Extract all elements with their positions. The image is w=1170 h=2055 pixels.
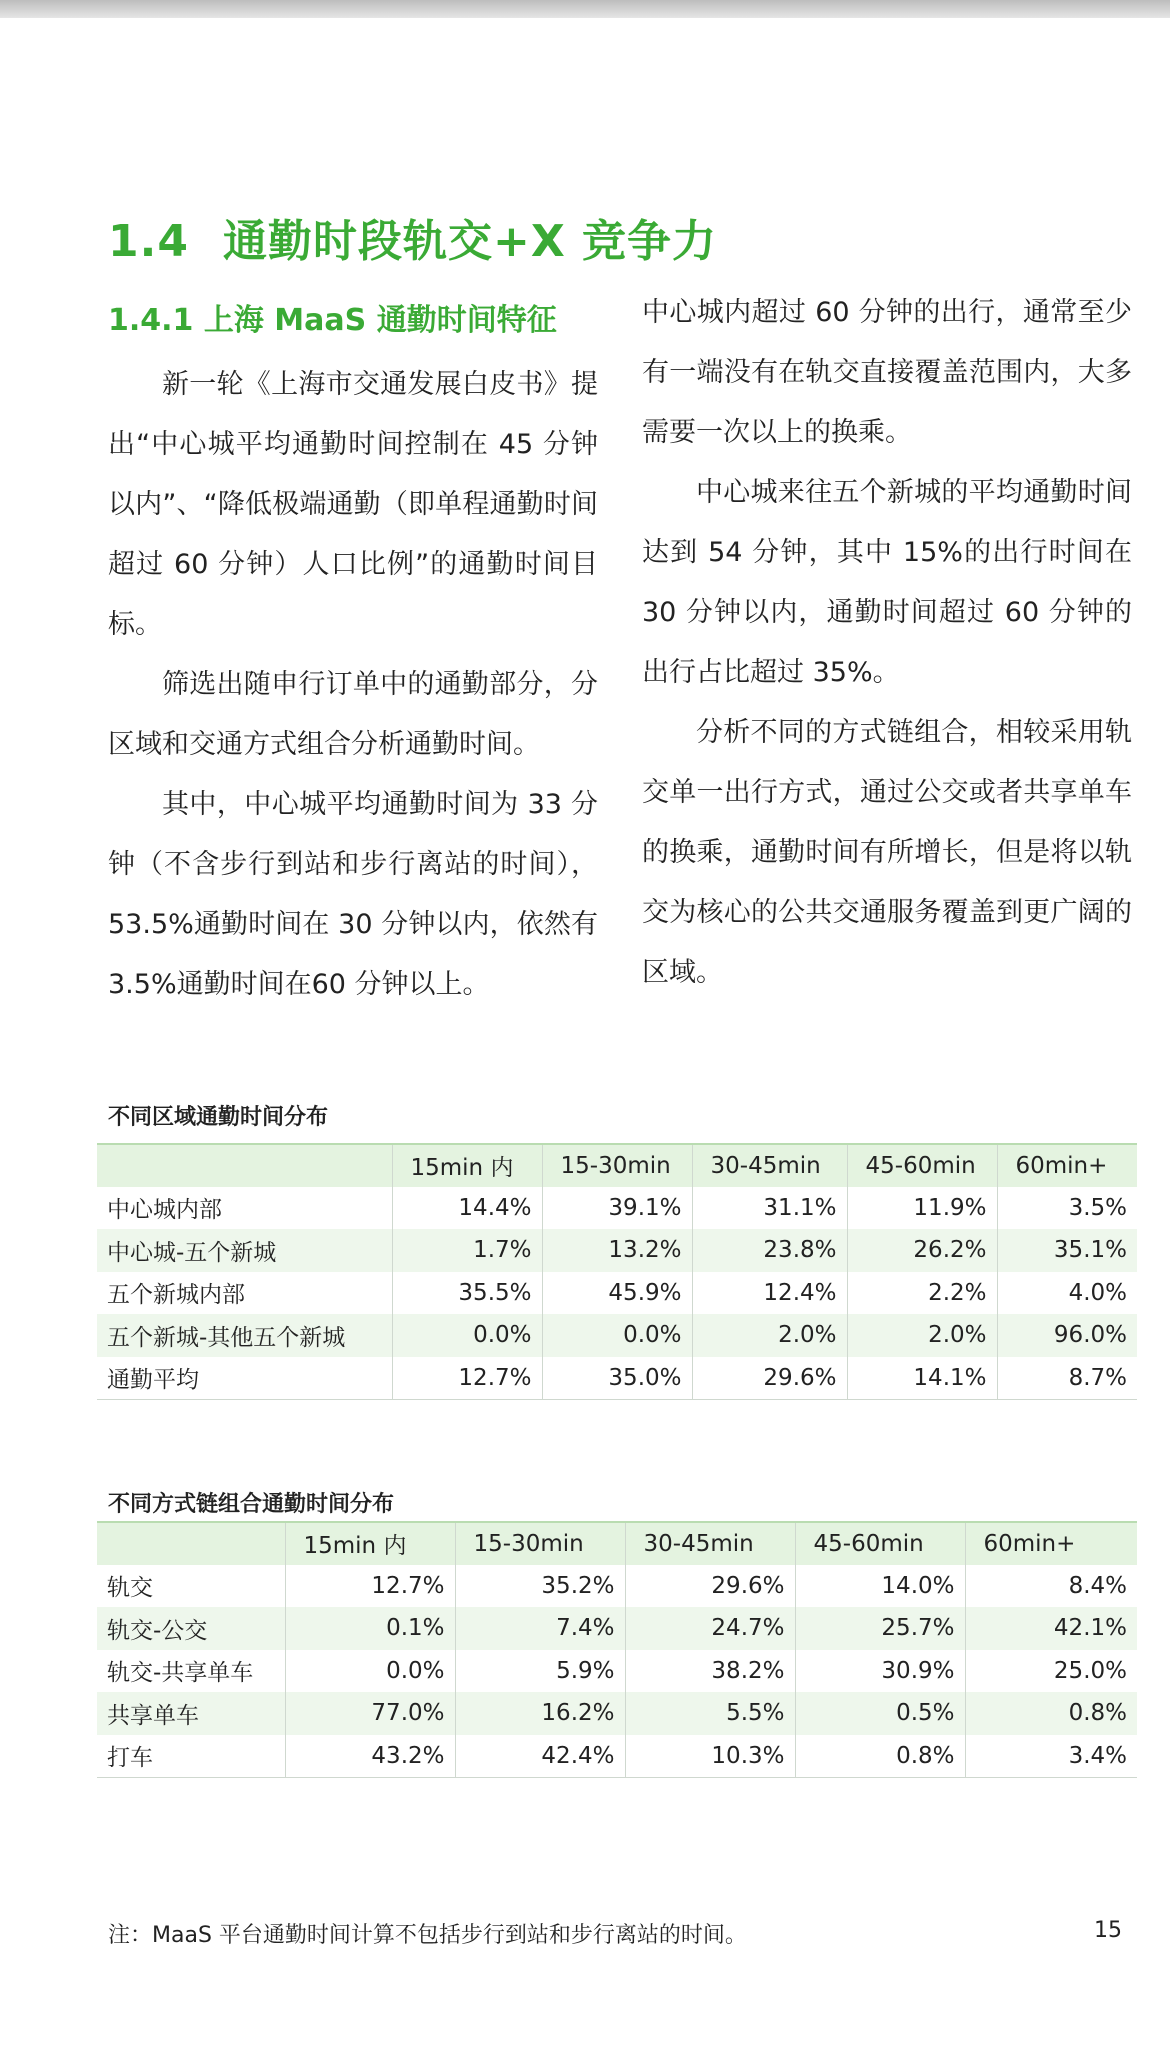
- footnote: 注：MaaS 平台通勤时间计算不包括步行到站和步行离站的时间。: [108, 1923, 747, 1948]
- top-edge-bar: [0, 0, 1170, 18]
- table-cell: 31.1%: [692, 1187, 847, 1230]
- table-cell: 45.9%: [542, 1272, 692, 1315]
- row-label: 轨交-共享单车: [107, 1660, 254, 1687]
- table-header-cell: 60min+: [965, 1522, 1137, 1565]
- table-cell: 0.8%: [795, 1735, 965, 1778]
- page-number: 15: [1094, 1918, 1122, 1943]
- row-label: 五个新城-其他五个新城: [97, 1314, 392, 1357]
- mode-chain-commute-table: [97, 1521, 1137, 1778]
- table-cell: 16.2%: [455, 1692, 625, 1735]
- table-cell: 0.0%: [285, 1650, 455, 1693]
- table-cell: 5.5%: [625, 1692, 795, 1735]
- paragraph: 新一轮《上海市交通发展白皮书》提出“中心城平均通勤时间控制在 45 分钟以内”、“降低极端通勤（即单程通勤时间超过 60 分钟）人口比例”的通勤时间目标。: [108, 369, 598, 640]
- table-cell: 8.4%: [965, 1565, 1137, 1608]
- table-cell: 3.4%: [965, 1735, 1137, 1778]
- table-cell: 35.0%: [542, 1357, 692, 1400]
- table-cell: 13.2%: [542, 1229, 692, 1272]
- table-row: [97, 1187, 1137, 1230]
- table-cell: 24.7%: [625, 1607, 795, 1650]
- row-label: 打车: [97, 1735, 285, 1778]
- table-header-cell: 15min 内: [392, 1144, 542, 1187]
- table-cell: 3.5%: [997, 1187, 1137, 1230]
- table-cell: 43.2%: [285, 1735, 455, 1778]
- section-title: 通勤时段轨交+X 竞争力: [222, 216, 718, 267]
- table-header-cell: 60min+: [997, 1144, 1137, 1187]
- table-header-cell: 30-45min: [692, 1144, 847, 1187]
- table-header-row: [97, 1522, 1137, 1565]
- table-cell: 12.7%: [392, 1357, 542, 1400]
- table-cell: 10.3%: [625, 1735, 795, 1778]
- table-header-cell: 45-60min: [795, 1522, 965, 1565]
- table-header-row: [97, 1144, 1137, 1187]
- table-cell: 2.2%: [847, 1272, 997, 1315]
- table-cell: 14.1%: [847, 1357, 997, 1400]
- row-label: 轨交: [107, 1575, 153, 1602]
- table-row: [97, 1692, 1137, 1735]
- table-cell: 0.0%: [542, 1314, 692, 1357]
- table-cell: 11.9%: [847, 1187, 997, 1230]
- table-row: [97, 1607, 1137, 1650]
- table-cell: 8.7%: [997, 1357, 1137, 1400]
- table-cell: 42.1%: [965, 1607, 1137, 1650]
- paragraph: 中心城内超过 60 分钟的出行，通常至少有一端没有在轨交直接覆盖范围内，大多需要一次以上的换乘。: [642, 297, 1132, 448]
- table-cell: 0.1%: [285, 1607, 455, 1650]
- table-header-cell: 45-60min: [847, 1144, 997, 1187]
- section-number: 1.4: [108, 216, 189, 267]
- table-header-cell: 15-30min: [455, 1522, 625, 1565]
- table-row: [97, 1314, 1137, 1357]
- table-header-cell: 15-30min: [542, 1144, 692, 1187]
- table-row: [97, 1565, 1137, 1608]
- table-header-cell: 30-45min: [625, 1522, 795, 1565]
- left-column: [108, 355, 598, 1015]
- table-cell: 7.4%: [455, 1607, 625, 1650]
- table-cell: 39.1%: [542, 1187, 692, 1230]
- table-cell: 23.8%: [692, 1229, 847, 1272]
- table-cell: 35.2%: [455, 1565, 625, 1608]
- region-commute-table: [97, 1143, 1137, 1400]
- row-label: 中心城内部: [107, 1197, 222, 1224]
- right-column: [642, 283, 1132, 1003]
- table-cell: 2.0%: [847, 1314, 997, 1357]
- table-header-cell: [97, 1522, 285, 1565]
- table-cell: 38.2%: [625, 1650, 795, 1693]
- table-cell: 26.2%: [847, 1229, 997, 1272]
- table-row: [97, 1272, 1137, 1315]
- table-cell: 12.7%: [285, 1565, 455, 1608]
- table-cell: 12.4%: [692, 1272, 847, 1315]
- table-cell: 30.9%: [795, 1650, 965, 1693]
- table-cell: 5.9%: [455, 1650, 625, 1693]
- table2-title: 不同方式链组合通勤时间分布: [108, 1492, 395, 1517]
- paragraph: 中心城来往五个新城的平均通勤时间达到 54 分钟，其中 15%的出行时间在 30 分钟以内，通勤时间超过 60 分钟的出行占比超过 35%。: [642, 477, 1132, 688]
- table-cell: 96.0%: [997, 1314, 1137, 1357]
- row-label: 中心城-五个新城: [97, 1229, 392, 1272]
- table-cell: 1.7%: [392, 1229, 542, 1272]
- table-cell: 14.4%: [392, 1187, 542, 1230]
- table1-title: 不同区域通勤时间分布: [108, 1105, 329, 1130]
- table-row: [97, 1650, 1137, 1693]
- row-label: 共享单车: [97, 1692, 285, 1735]
- section-heading: [108, 205, 717, 269]
- table-cell: 77.0%: [285, 1692, 455, 1735]
- table-cell: 29.6%: [625, 1565, 795, 1608]
- table-cell: 25.7%: [795, 1607, 965, 1650]
- row-label: 五个新城内部: [107, 1282, 245, 1309]
- table-cell: 25.0%: [965, 1650, 1137, 1693]
- table-header-cell: 15min 内: [285, 1522, 455, 1565]
- table-row: [97, 1357, 1137, 1400]
- row-label: 轨交-公交: [97, 1607, 285, 1650]
- row-label: 通勤平均: [97, 1357, 392, 1400]
- table-cell: 29.6%: [692, 1357, 847, 1400]
- table-cell: 35.1%: [997, 1229, 1137, 1272]
- table-cell: 0.5%: [795, 1692, 965, 1735]
- table-cell: 0.0%: [392, 1314, 542, 1357]
- table-cell: 0.8%: [965, 1692, 1137, 1735]
- paragraph: 筛选出随申行订单中的通勤部分，分区域和交通方式组合分析通勤时间。: [108, 669, 598, 760]
- paragraph: 其中，中心城平均通勤时间为 33 分钟（不含步行到站和步行离站的时间），53.5%通勤时间在 30 分钟以内，依然有 3.5%通勤时间在60 分钟以上。: [108, 789, 598, 1000]
- paragraph: 分析不同的方式链组合，相较采用轨交单一出行方式，通过公交或者共享单车的换乘，通勤时间有所增长，但是将以轨交为核心的公共交通服务覆盖到更广阔的区域。: [642, 717, 1132, 988]
- table-cell: 35.5%: [392, 1272, 542, 1315]
- table-header-cell: [97, 1144, 392, 1187]
- table-cell: 42.4%: [455, 1735, 625, 1778]
- table-cell: 14.0%: [795, 1565, 965, 1608]
- subsection-heading: 1.4.1 上海 MaaS 通勤时间特征: [108, 303, 557, 338]
- table-row: [97, 1735, 1137, 1778]
- table-cell: 2.0%: [692, 1314, 847, 1357]
- table-row: [97, 1229, 1137, 1272]
- table-cell: 4.0%: [997, 1272, 1137, 1315]
